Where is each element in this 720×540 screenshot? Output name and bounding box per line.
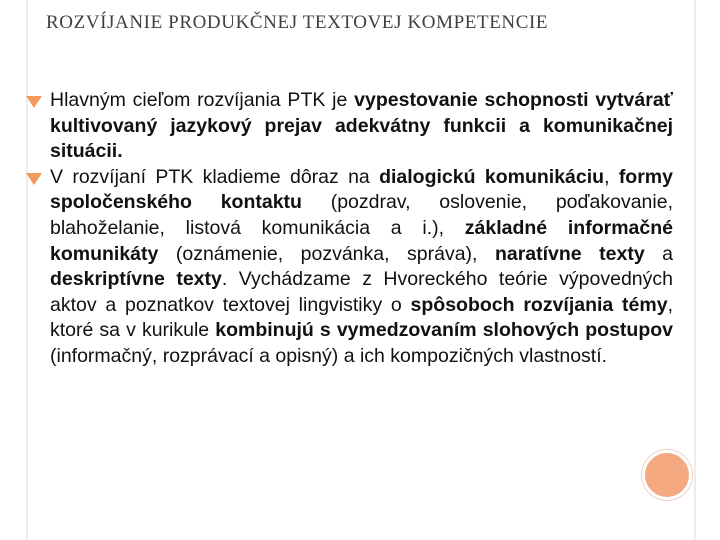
bullet-text: , [604, 165, 619, 188]
bullet-item-1 [26, 88, 673, 165]
bullet-text: . Vychádzame z Hvoreckého teórie výpovedných aktov a poznatkov textovej lingvistiky o [50, 268, 673, 316]
bold-text: kombinujú s vymedzovaním slohových postupov [215, 319, 673, 342]
bold-text: základné informačné komunikáty [50, 216, 673, 265]
decorative-circle [642, 450, 692, 500]
down-triangle-icon [26, 93, 42, 109]
bullet-text: (informačný, rozprávací a opisný) a ich kompozičných vlastností. [50, 344, 608, 367]
bold-text: spôsoboch rozvíjania témy [410, 293, 668, 316]
bold-text: naratívne texty [494, 242, 645, 265]
down-triangle-icon [26, 170, 42, 186]
slide-title: ROZVÍJANIE PRODUKČNEJ TEXTOVEJ KOMPETENCIE [46, 12, 549, 33]
bullet-item-2 [26, 165, 673, 370]
bullet-text: , ktoré sa v kurikule [50, 293, 673, 342]
bullet-text: (oznámenie, pozvánka, správa), [158, 242, 495, 265]
bullet-text: V rozvíjaní PTK kladieme dôraz na [50, 165, 380, 188]
bold-text: dialogickú komunikáciu [379, 165, 605, 188]
bullet-list [26, 88, 673, 370]
bold-text: deskriptívne texty [50, 268, 222, 291]
bullet-text: Hlavným cieľom rozvíjania PTK je [50, 89, 355, 111]
bold-text: vypestovanie schopnosti vytvárať kultivovaný jazykový prejav adekvátny funkcii a komunikačnej situácii. [50, 89, 674, 163]
slide-frame-right [694, 0, 696, 540]
bullet-text: a [644, 242, 673, 265]
bullet-text: (pozdrav, oslovenie, poďakovanie, blahoželanie, listová komunikácia a i.), [50, 191, 673, 239]
bold-text: formy spoločenského kontaktu [50, 165, 673, 214]
